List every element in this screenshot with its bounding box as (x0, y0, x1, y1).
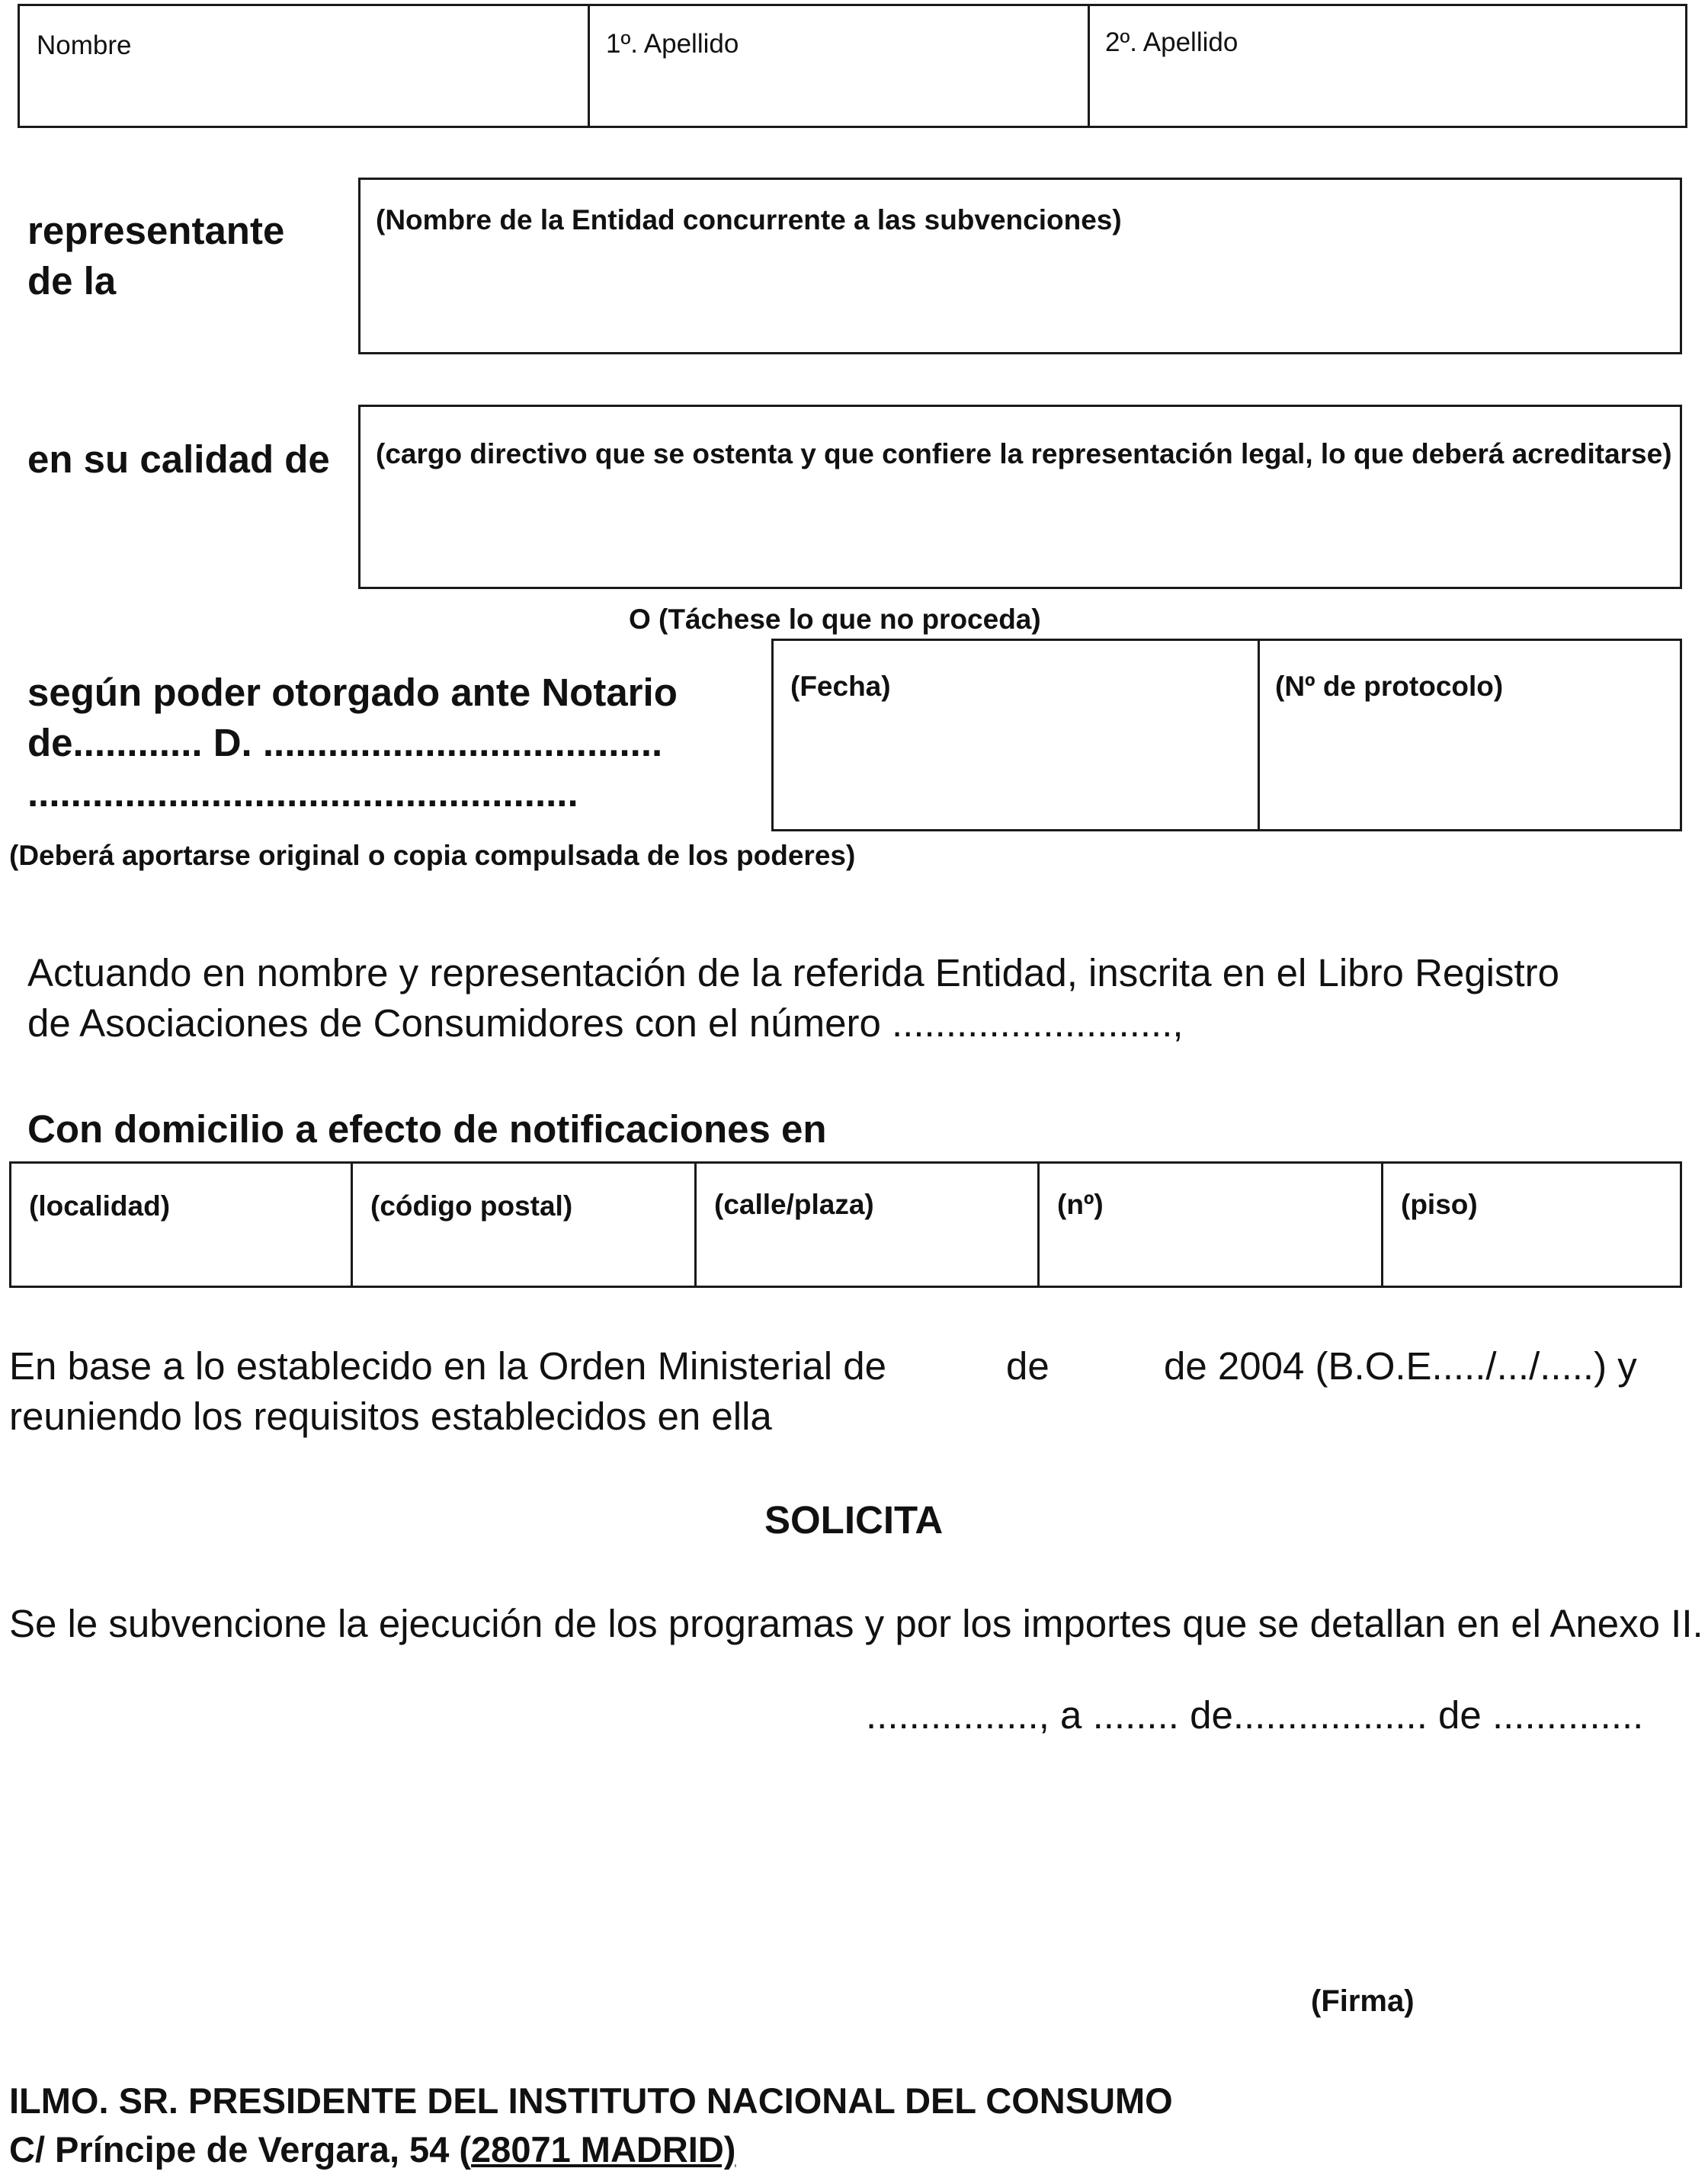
domicilio-divider-3 (1037, 1161, 1040, 1288)
footer-address: C/ Príncipe de Vergara, 54 (28071 MADRID) (9, 2129, 736, 2170)
poder-text: según poder otorgado ante Notario de............ D. ..................................... ................................................... (27, 671, 678, 815)
calidad-label: en su calidad de (27, 437, 330, 481)
piso-field[interactable]: (piso) (1401, 1189, 1478, 1220)
name-divider-1 (588, 4, 590, 128)
codigo-postal-field[interactable]: (código postal) (370, 1190, 573, 1222)
representante-label: representante de la (27, 209, 285, 303)
solicita-heading: SOLICITA (764, 1498, 944, 1542)
entidad-hint: (Nombre de la Entidad concurrente a las subvenciones) (376, 204, 1122, 235)
cargo-box[interactable] (358, 405, 1682, 589)
nombre-field[interactable]: Nombre (37, 30, 132, 60)
fecha-field[interactable]: (Fecha) (790, 671, 891, 702)
apellido1-field[interactable]: 1º. Apellido (606, 29, 739, 59)
orden-line1-a: En base a lo establecido en la Orden Ministerial de (9, 1344, 887, 1388)
actuando-paragraph: Actuando en nombre y representación de la referida Entidad, inscrita en el Libro Registro de Asociaciones de Consumidores con el número .........................., (27, 951, 1559, 1045)
localidad-field[interactable]: (localidad) (29, 1190, 171, 1222)
domicilio-divider-1 (351, 1161, 353, 1288)
orden-line1-c: de 2004 (B.O.E...../.../.....) y (1164, 1344, 1637, 1388)
orden-line2: reuniendo los requisitos establecidos en ella (9, 1395, 772, 1438)
cargo-hint: (cargo directivo que se ostenta y que confiere la representación legal, lo que deberá acreditarse) (376, 438, 1672, 469)
name-table (18, 4, 1687, 128)
domicilio-divider-2 (694, 1161, 697, 1288)
calle-plaza-field[interactable]: (calle/plaza) (714, 1189, 874, 1220)
domicilio-table (9, 1161, 1682, 1288)
poder-divider (1258, 639, 1260, 831)
protocolo-field[interactable]: (Nº de protocolo) (1275, 671, 1504, 702)
apellido2-field[interactable]: 2º. Apellido (1105, 27, 1239, 57)
tachese-note: O (Táchese lo que no proceda) (629, 604, 1041, 635)
name-divider-2 (1088, 4, 1090, 128)
fecha-firma-line: ................, a ........ de.................. de .............. (866, 1693, 1644, 1737)
domicilio-divider-4 (1381, 1161, 1383, 1288)
firma-label: (Firma) (1311, 1984, 1415, 2018)
domicilio-heading: Con domicilio a efecto de notificaciones en (27, 1107, 827, 1151)
orden-line1-b: de (1006, 1344, 1049, 1388)
numero-field[interactable]: (nº) (1057, 1189, 1104, 1220)
subvencione-paragraph: Se le subvencione la ejecución de los programas y por los importes que se detallan en el Anexo II. (9, 1602, 1703, 1645)
poder-table (771, 639, 1682, 831)
poderes-note: (Deberá aportarse original o copia compulsada de los poderes) (9, 840, 856, 871)
footer-addressee: ILMO. SR. PRESIDENTE DEL INSTITUTO NACIONAL DEL CONSUMO (9, 2080, 1173, 2121)
